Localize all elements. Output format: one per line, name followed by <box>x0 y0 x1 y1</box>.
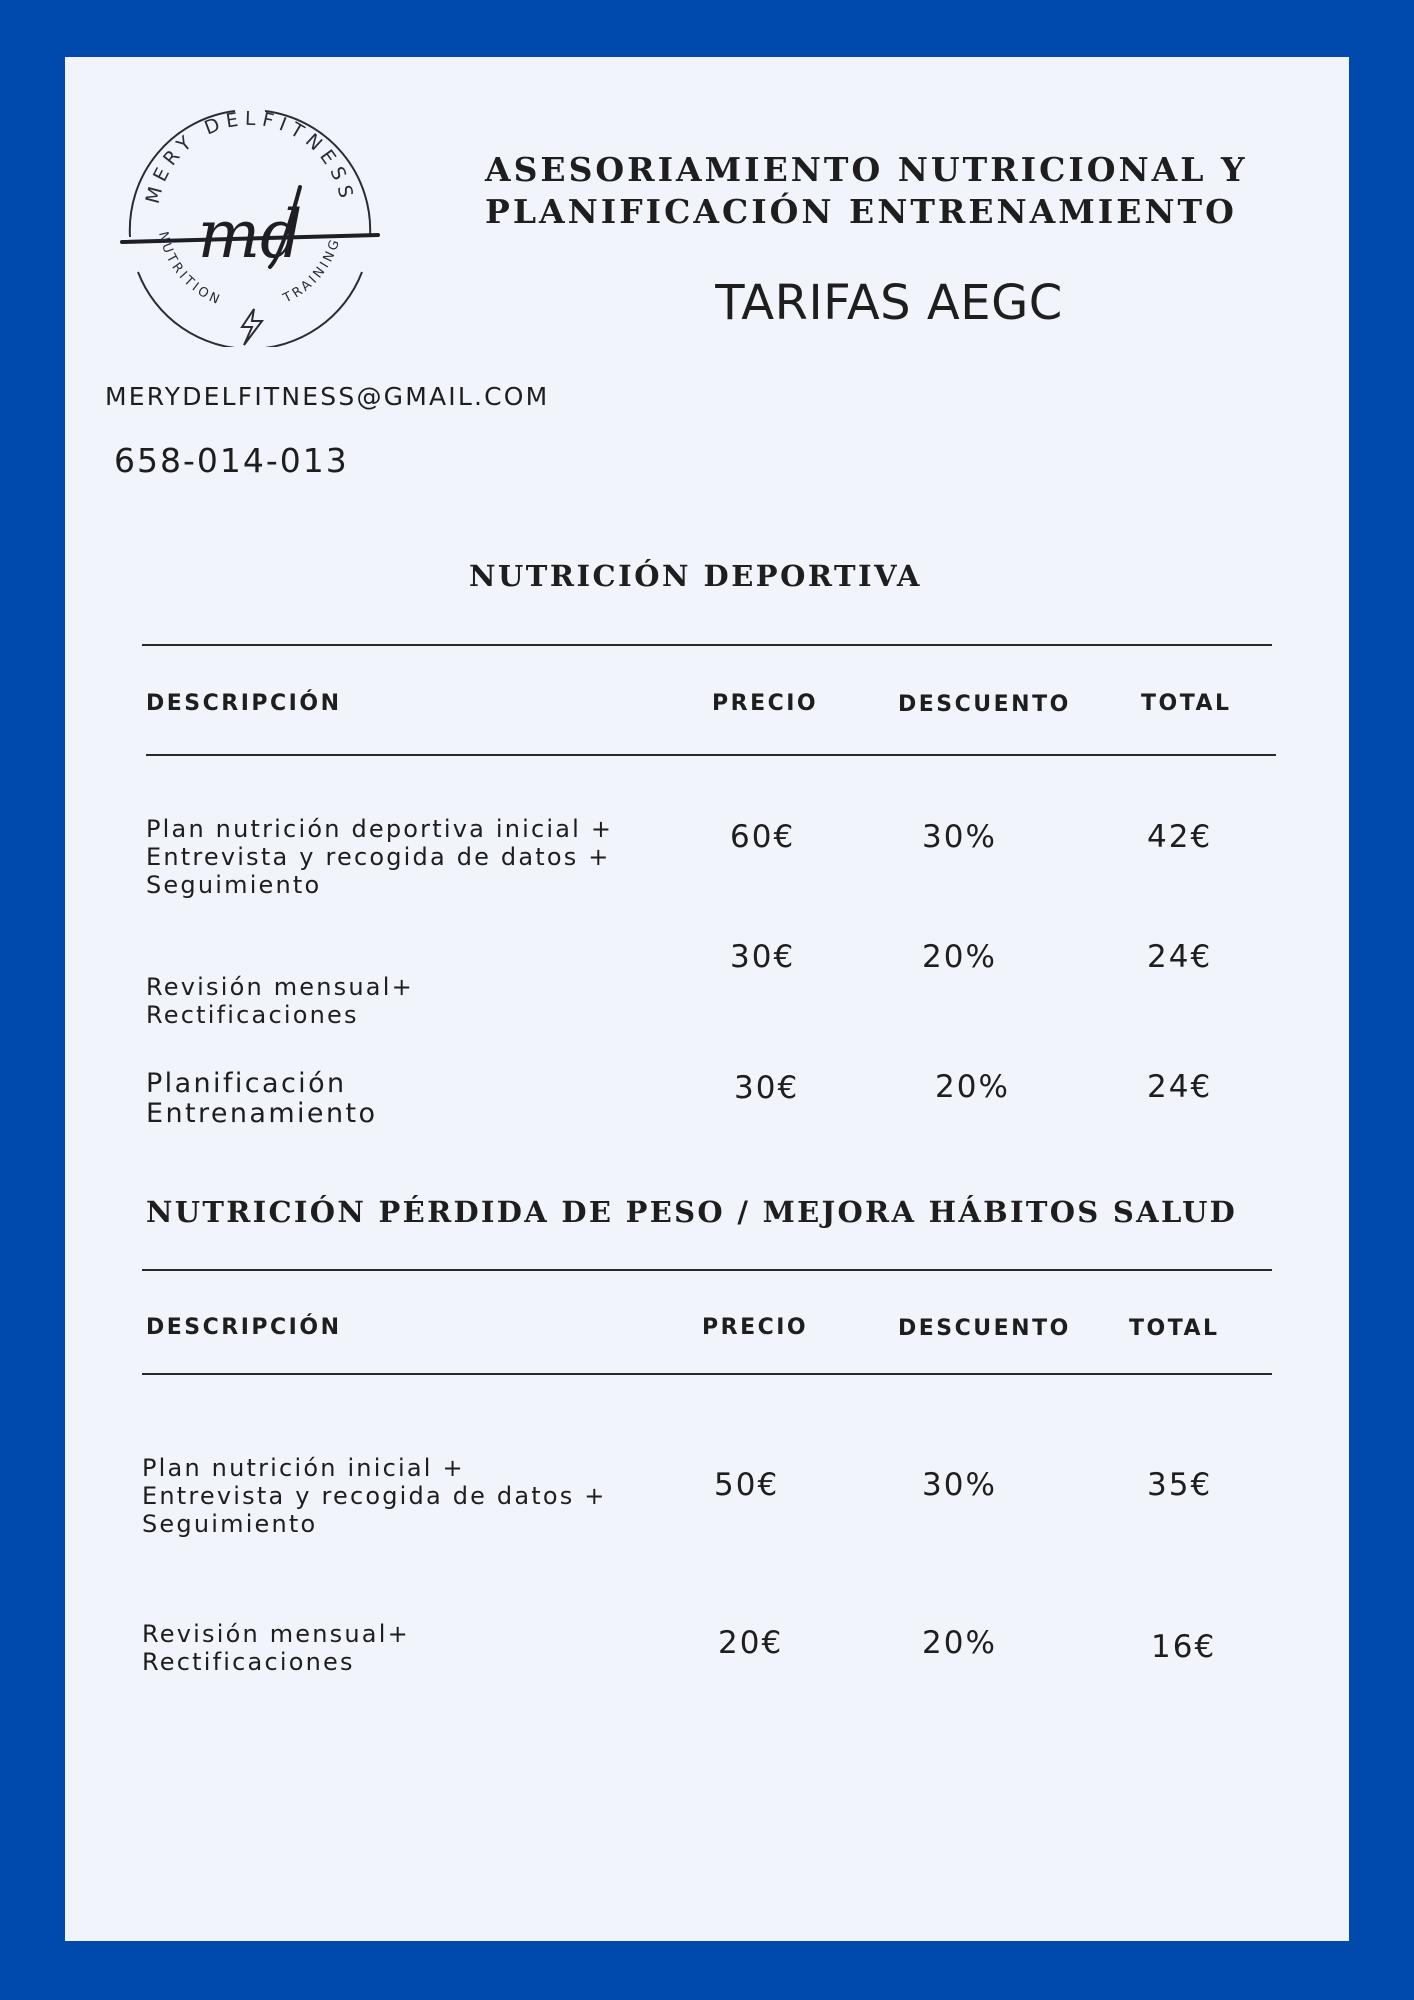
table-row-description: Plan nutrición deportiva inicial + Entrevista y recogida de datos + Seguimiento <box>146 815 614 899</box>
rates-title: TARIFAS AEGC <box>715 275 1063 331</box>
col-head-description: DESCRIPCIÓN <box>146 1315 342 1340</box>
lightning-icon <box>242 309 262 345</box>
contact-email: MERYDELFITNESS@GMAIL.COM <box>105 382 550 411</box>
divider <box>142 1373 1272 1375</box>
row-total: 24€ <box>1147 1069 1213 1105</box>
row-total: 35€ <box>1147 1467 1213 1503</box>
row-price: 30€ <box>730 939 796 975</box>
brand-logo <box>120 87 380 347</box>
logo-monogram: md <box>197 196 303 273</box>
table-row-description: Plan nutrición inicial + Entrevista y recogida de datos + Seguimiento <box>142 1454 607 1538</box>
page-title <box>485 149 1285 233</box>
row-discount: 30% <box>922 819 997 855</box>
row-discount: 20% <box>935 1069 1010 1105</box>
col-head-description: DESCRIPCIÓN <box>146 691 342 716</box>
row-total: 16€ <box>1151 1629 1217 1665</box>
logo-bottom-left: NUTRITION <box>155 230 225 309</box>
rate-sheet <box>65 57 1349 1941</box>
row-discount: 20% <box>922 939 997 975</box>
logo-bottom-right: TRAINING <box>281 235 344 307</box>
divider <box>142 1269 1272 1271</box>
row-price: 60€ <box>730 819 796 855</box>
table-row-description: Revisión mensual+ Rectificaciones <box>146 973 414 1029</box>
divider <box>146 754 1276 756</box>
logo-top-text: MERY DELFITNESS <box>141 107 359 206</box>
table-row-description: Planificación Entrenamiento <box>146 1068 378 1129</box>
row-discount: 30% <box>922 1467 997 1503</box>
section-title-weight-loss: NUTRICIÓN PÉRDIDA DE PESO / MEJORA HÁBITOS SALUD <box>146 1195 1238 1229</box>
title-line-2: PLANIFICACIÓN ENTRENAMIENTO <box>485 192 1237 231</box>
row-price: 30€ <box>734 1070 800 1106</box>
row-total: 24€ <box>1147 939 1213 975</box>
row-total: 42€ <box>1147 819 1213 855</box>
col-head-total: TOTAL <box>1141 691 1232 716</box>
table-row-description: Revisión mensual+ Rectificaciones <box>142 1620 410 1676</box>
title-line-1: ASESORIAMIENTO NUTRICIONAL Y <box>485 150 1248 189</box>
col-head-total: TOTAL <box>1129 1316 1220 1341</box>
col-head-discount: DESCUENTO <box>898 1316 1071 1341</box>
row-price: 20€ <box>718 1625 784 1661</box>
row-price: 50€ <box>714 1467 780 1503</box>
row-discount: 20% <box>922 1625 997 1661</box>
col-head-discount: DESCUENTO <box>898 692 1071 717</box>
contact-phone: 658-014-013 <box>114 441 349 480</box>
col-head-price: PRECIO <box>712 691 819 716</box>
col-head-price: PRECIO <box>702 1315 809 1340</box>
divider <box>142 644 1272 646</box>
section-title-sports: NUTRICIÓN DEPORTIVA <box>469 559 922 593</box>
